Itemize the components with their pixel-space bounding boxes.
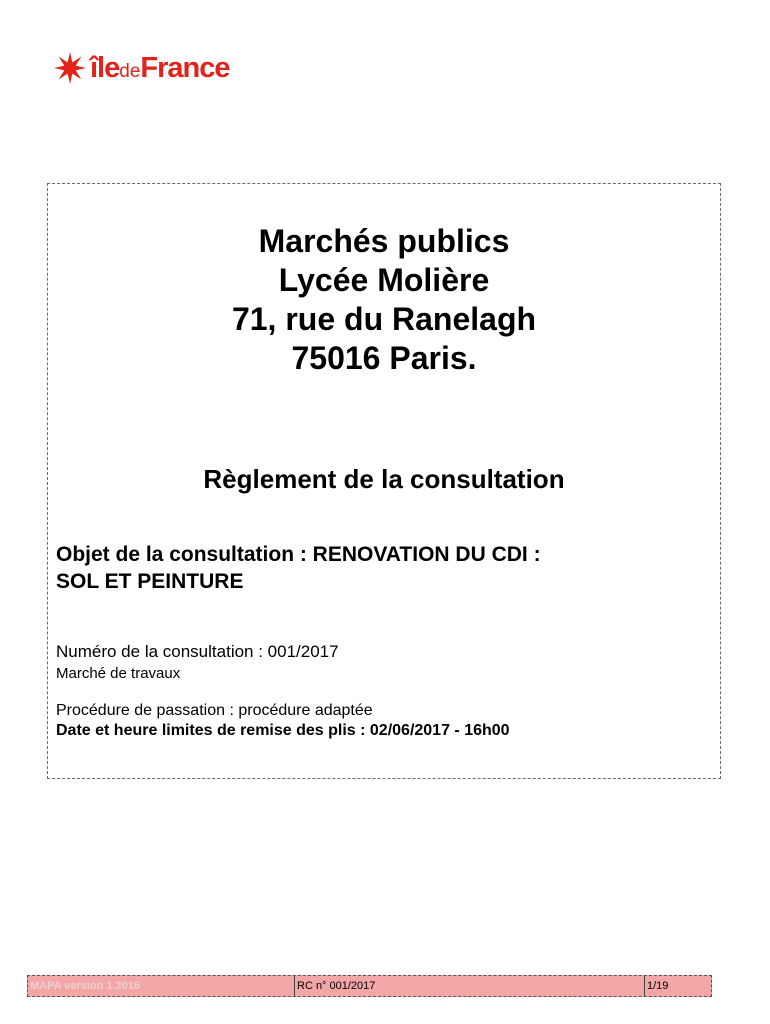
logo-text-ile: île bbox=[90, 51, 120, 84]
logo-text-de: de bbox=[119, 60, 141, 82]
procedure-passation: Procédure de passation : procédure adaptée bbox=[56, 702, 373, 719]
title-line-3: 71, rue du Ranelagh bbox=[231, 301, 537, 337]
objet-consultation bbox=[56, 541, 696, 595]
footer-version: MAPA version 1.2016 bbox=[30, 980, 141, 992]
date-limite: Date et heure limites de remise des plis : 02/06/2017 - 16h00 bbox=[56, 722, 510, 739]
numero-consultation: Numéro de la consultation : 001/2017 bbox=[56, 642, 339, 661]
reglement-heading: Règlement de la consultation bbox=[203, 464, 565, 494]
footer-page-number: 1/19 bbox=[644, 976, 711, 996]
footer-rc-number: RC n° 001/2017 bbox=[294, 976, 644, 996]
title-line-4: 75016 Paris. bbox=[291, 340, 477, 376]
cover-frame bbox=[47, 183, 721, 779]
title-line-2: Lycée Molière bbox=[278, 262, 490, 298]
objet-line-2: SOL ET PEINTURE bbox=[56, 570, 244, 593]
star-icon bbox=[53, 51, 87, 85]
logo-wordmark bbox=[90, 51, 230, 84]
iledefrance-logo bbox=[53, 50, 230, 86]
title-line-1: Marchés publics bbox=[258, 223, 510, 259]
objet-line-1: Objet de la consultation : RENOVATION DU CDI : bbox=[56, 543, 541, 566]
page-footer bbox=[27, 975, 712, 997]
document-title bbox=[48, 222, 720, 378]
logo-text-france: France bbox=[140, 51, 230, 84]
marche-type: Marché de travaux bbox=[56, 665, 181, 682]
